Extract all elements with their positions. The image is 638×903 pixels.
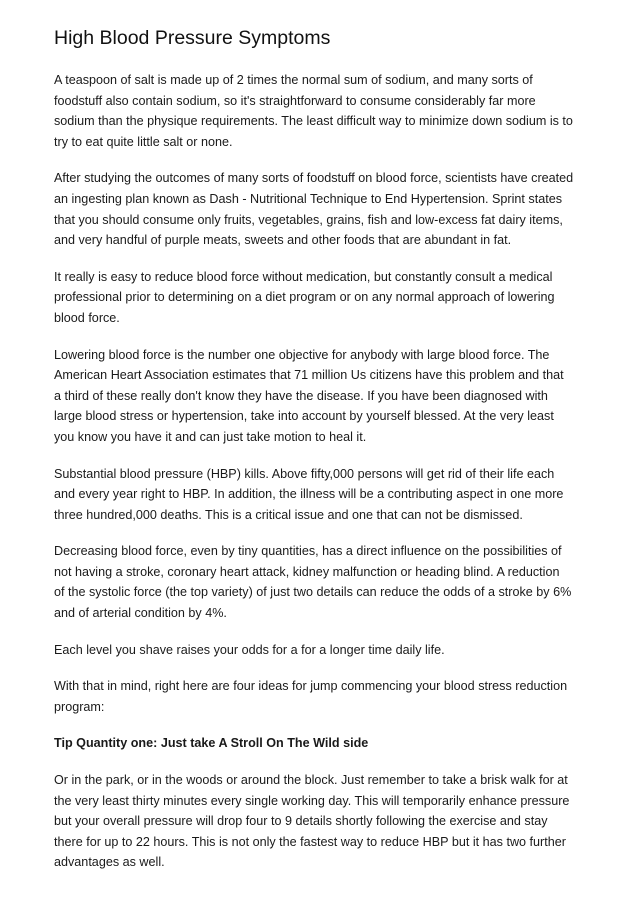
text-line: there for up to 22 hours. This is not only the fastest way to reduce HBP but it has two further [54,834,566,849]
text-line: sodium than the physique requirements. The least difficult way to minimize down sodium is to [54,114,573,129]
text-line: foodstuff also contain sodium, so it's straightforward to consume considerably far more [54,93,536,108]
paragraph-decreasing-force [54,541,594,623]
text-line: A teaspoon of salt is made up of 2 times the normal sum of sodium, and many sorts of [54,73,533,87]
text-line: large blood stress or hypertension, take into account by yourself blessed. At the very least [54,409,554,424]
text-line: not having a stroke, coronary heart attack, kidney malfunction or heading blind. A reduction [54,564,560,579]
text-line: but your overall pressure will drop four to 9 details shortly following the exercise and stay [54,814,548,829]
text-line: Lowering blood force is the number one objective for anybody with large blood force. The [54,347,550,362]
text-line: and very handful of purple meats, sweets and other foods that are abundant in fat. [54,233,512,248]
tip-one-heading [54,733,594,754]
text-line: American Heart Association estimates that 71 million Us citizens have this problem and that [54,368,564,383]
paragraph-dash-plan [54,168,594,250]
paragraph-salt-sodium [54,70,594,152]
text-line: It really is easy to reduce blood force without medication, but constantly consult a medical [54,269,553,284]
paragraph-each-level [54,640,594,661]
text-line: you know you have it and can just take motion to heal it. [54,429,367,444]
text-line: the very least thirty minutes every single working day. This will temporarily enhance pressure [54,793,570,808]
document-title: High Blood Pressure Symptoms [54,27,331,49]
text-line: three hundred,000 deaths. This is a critical issue and one that can not be dismissed. [54,507,523,522]
text-line: professional prior to determining on a diet program or on any normal approach of lowering [54,290,555,305]
text-line: Substantial blood pressure (HBP) kills. Above fifty,000 persons will get rid of their life each [54,466,555,481]
paragraph-hbp-kills [54,464,594,526]
paragraph-without-medication [54,267,594,329]
text-line: Or in the park, or in the woods or around the block. Just remember to take a brisk walk for at [54,773,568,788]
text-line: After studying the outcomes of many sorts of foodstuff on blood force, scientists have created [54,171,574,186]
text-line: try to eat quite little salt or none. [54,134,233,149]
text-line: blood force. [54,310,120,325]
paragraph-lowering-objective [54,345,594,448]
text-line: and every year right to HBP. In addition, the illness will be a contributing aspect in one more [54,487,564,502]
text-line: advantages as well. [54,855,165,870]
paragraph-four-ideas [54,676,594,717]
text-line: program: [54,699,105,714]
text-line: that you should consume only fruits, vegetables, grains, fish and low-excess fat dairy items, [54,212,563,227]
text-line: of the systolic force (the top variety) of just two details can reduce the odds of a stroke by 6% [54,585,572,600]
text-line: Tip Quantity one: Just take A Stroll On The Wild side [54,736,369,751]
document-page [54,26,594,889]
paragraph-brisk-walk [54,770,594,873]
text-line: an ingesting plan known as Dash - Nutritional Technique to End Hypertension. Sprint states [54,191,563,206]
text-line: With that in mind, right here are four ideas for jump commencing your blood stress reduction [54,679,568,694]
text-line: Each level you shave raises your odds for a for a longer time daily life. [54,642,445,657]
text-line: Decreasing blood force, even by tiny quantities, has a direct influence on the possibilities of [54,544,562,559]
text-line: and of arterial condition by 4%. [54,606,227,621]
text-line: a third of these really don't know they have the disease. If you have been diagnosed with [54,388,548,403]
